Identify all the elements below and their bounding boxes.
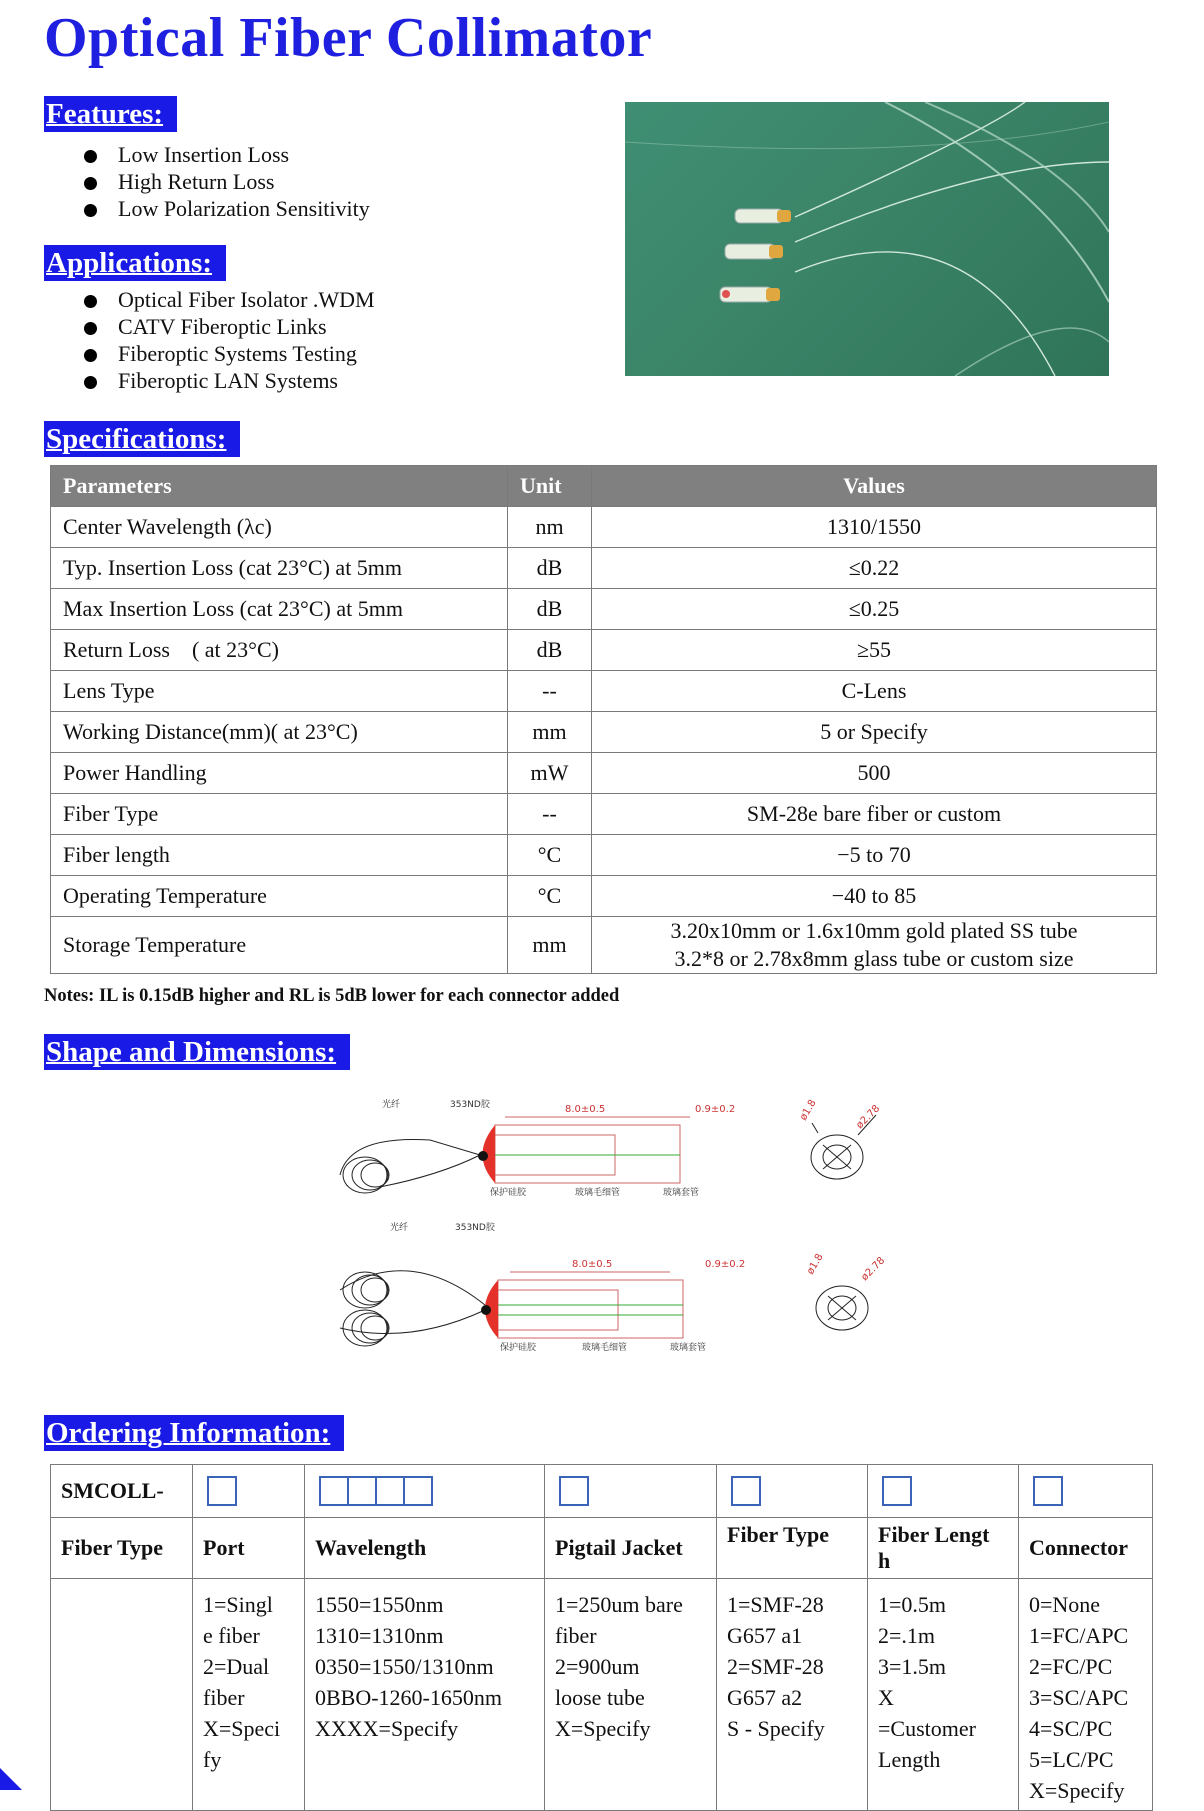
svg-text:玻璃套管: 玻璃套管 (663, 1188, 700, 1198)
shape-heading: Shape and Dimensions: (44, 1034, 350, 1070)
list-item: Fiberoptic LAN Systems (44, 367, 375, 394)
product-photo (625, 102, 1109, 376)
svg-text:ø2.78: ø2.78 (854, 1103, 883, 1132)
collimator-3 (720, 287, 780, 302)
list-item: Optical Fiber Isolator .WDM (44, 286, 375, 313)
table-row: Fiber Type -- SM-28e bare fiber or custom (51, 794, 1157, 835)
port-code-box[interactable] (207, 1476, 237, 1506)
table-row: Max Insertion Loss (cat 23°C) at 5mm dB ≤0.25 (51, 589, 1157, 630)
table-header-row (51, 466, 1157, 507)
applications-heading: Applications: (44, 245, 226, 281)
connector-code-box[interactable] (1033, 1476, 1063, 1506)
svg-text:353ND胶: 353ND胶 (450, 1100, 490, 1110)
list-item: Fiberoptic Systems Testing (44, 340, 375, 367)
svg-text:ø1.8: ø1.8 (798, 1097, 819, 1123)
table-row: Fiber length °C −5 to 70 (51, 835, 1157, 876)
column-header: Connector (1019, 1518, 1153, 1579)
svg-text:玻璃毛细管: 玻璃毛细管 (582, 1343, 628, 1353)
column-header: Parameters (51, 466, 508, 507)
features-heading: Features: (44, 96, 177, 132)
svg-text:光纤: 光纤 (390, 1223, 409, 1233)
corner-decoration (0, 1768, 22, 1790)
collimator-1 (735, 209, 791, 223)
svg-text:8.0±0.5: 8.0±0.5 (565, 1104, 606, 1115)
list-item: Low Insertion Loss (44, 141, 370, 168)
applications-list (44, 286, 375, 394)
spec-notes: Notes: IL is 0.15dB higher and RL is 5dB lower for each connector added (44, 986, 620, 1006)
collimator-2 (725, 244, 783, 259)
wavelength-code-box[interactable] (375, 1476, 405, 1506)
column-header: Pigtail Jacket (545, 1518, 717, 1579)
svg-text:0.9±0.2: 0.9±0.2 (695, 1104, 736, 1115)
table-row: Power Handling mW 500 (51, 753, 1157, 794)
list-item: High Return Loss (44, 168, 370, 195)
svg-text:353ND胶: 353ND胶 (455, 1223, 495, 1233)
table-row: Center Wavelength (λc) nm 1310/1550 (51, 507, 1157, 548)
column-header: Port (193, 1518, 305, 1579)
column-header: Wavelength (305, 1518, 545, 1579)
svg-text:8.0±0.5: 8.0±0.5 (572, 1259, 613, 1270)
table-row: Lens Type -- C-Lens (51, 671, 1157, 712)
jacket-code-box[interactable] (559, 1476, 589, 1506)
table-row: Typ. Insertion Loss (cat 23°C) at 5mm dB ≤0.22 (51, 548, 1157, 589)
table-row: Storage Temperature mm 3.20x10mm or 1.6x10mm gold plated SS tube 3.2*8 or 2.78x8mm glass tube or custom size (51, 917, 1157, 974)
column-header: Fiber Lengt h (868, 1518, 1019, 1579)
column-header: Unit (508, 466, 592, 507)
ordering-table (50, 1464, 1153, 1811)
table-row: Working Distance(mm)( at 23°C) mm 5 or Specify (51, 712, 1157, 753)
features-list (44, 141, 370, 222)
svg-text:ø1.8: ø1.8 (805, 1251, 826, 1277)
page-title: Optical Fiber Collimator (44, 7, 653, 69)
column-header: Fiber Type (51, 1518, 193, 1579)
list-item: CATV Fiberoptic Links (44, 313, 375, 340)
svg-text:ø2.78: ø2.78 (859, 1255, 888, 1284)
code-row (51, 1465, 1153, 1518)
table-row: Operating Temperature °C −40 to 85 (51, 876, 1157, 917)
fiber-type-code-box[interactable] (731, 1476, 761, 1506)
order-prefix: SMCOLL- (51, 1465, 193, 1518)
wavelength-code-box[interactable] (319, 1476, 349, 1506)
ordering-options-row: 1=Singl e fiber 2=Dual fiber X=Speci fy 1550=1550nm 1310=1310nm 0350=1550/1310nm 0BBO-1260-1650nm XXXX=Specify 1=250um bare fiber 2=900um loose tube X=Specify 1=SMF-28 G657 a1 2=SMF-28 G657 a2 S - Specify 1=0.5m 2=.1m 3=1.5m X =Customer Length 0=None 1=FC/APC 2=FC/PC 3=SC/APC 4=SC/PC 5=LC/PC X=Specify (51, 1579, 1153, 1811)
wavelength-code-box[interactable] (347, 1476, 377, 1506)
svg-text:玻璃毛细管: 玻璃毛细管 (575, 1188, 621, 1198)
svg-text:保护硅胶: 保护硅胶 (500, 1343, 537, 1353)
specifications-heading: Specifications: (44, 421, 240, 457)
column-header: Values (592, 466, 1157, 507)
specifications-table (50, 465, 1157, 974)
svg-text:0.9±0.2: 0.9±0.2 (705, 1259, 746, 1270)
table-row: Return Loss ( at 23°C) dB ≥55 (51, 630, 1157, 671)
ordering-heading: Ordering Information: (44, 1415, 344, 1451)
fiber-length-code-box[interactable] (882, 1476, 912, 1506)
dimension-drawing (320, 1095, 920, 1355)
svg-text:玻璃套管: 玻璃套管 (670, 1343, 707, 1353)
svg-text:保护硅胶: 保护硅胶 (490, 1188, 527, 1198)
svg-text:光纤: 光纤 (382, 1100, 401, 1110)
ordering-header-row (51, 1518, 1153, 1579)
list-item: Low Polarization Sensitivity (44, 195, 370, 222)
column-header: Fiber Type (717, 1518, 868, 1579)
wavelength-code-box[interactable] (403, 1476, 433, 1506)
